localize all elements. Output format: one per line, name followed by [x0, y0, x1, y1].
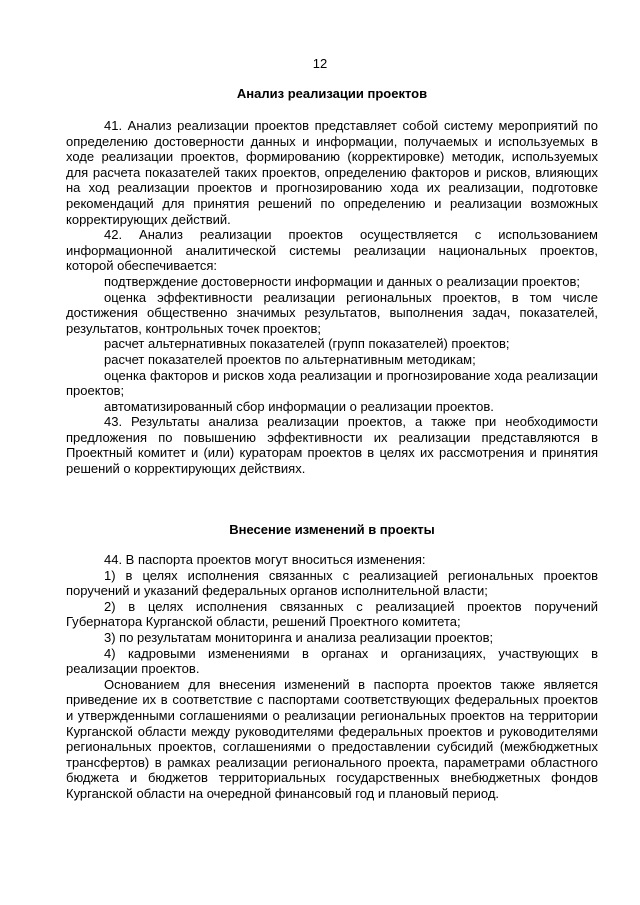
- paragraph-44: 44. В паспорта проектов могут вноситься изменения:: [104, 552, 426, 567]
- section-project-analysis: [66, 86, 598, 477]
- list-item: 1) в целях исполнения связанных с реализацией региональных проектов поручений и указаний федеральных органов исполнительной власти;: [66, 567, 598, 599]
- list-item: автоматизированный сбор информации о реализации проектов.: [104, 398, 494, 414]
- paragraph-43: 43. Результаты анализа реализации проектов, а также при необходимости предложения по повышению эффективности их реализации представляются в Проектный комитет и (или) кураторам проектов в целях их рассмотрения и принятия решений о корректирующих действиях.: [66, 414, 598, 477]
- paragraph-42: 42. Анализ реализации проектов осуществляется с использованием информационной аналитической системы реализации национальных проектов, которой обеспечивается:: [66, 227, 598, 274]
- list-item: 4) кадровыми изменениями в органах и организациях, участвующих в реализации проектов.: [66, 645, 598, 677]
- paragraph-grounds: Основанием для внесения изменений в паспорта проектов также является приведение их в соответствие с паспортами соответствующих федеральных проектов и утвержденными соглашениями о реализации региональных проектов на территории Курганской области между руководителями федеральных проектов и руководителями региональных проектов, соглашениями о предоставлении субсидий (межбюджетных трансфертов) в рамках реализации регионального проекта, параметрами областного бюджета и бюджетов территориальных государственных внебюджетных фондов Курганской области на очередной финансовый год и плановый период.: [66, 676, 598, 801]
- section-heading: Анализ реализации проектов: [236, 86, 428, 101]
- list-item: оценка факторов и рисков хода реализации и прогнозирование хода реализации проектов;: [66, 367, 598, 399]
- section-project-changes: [66, 522, 598, 802]
- list-item: расчет альтернативных показателей (групп показателей) проектов;: [104, 336, 510, 352]
- list-item: оценка эффективности реализации региональных проектов, в том числе достижения общественно значимых результатов, выполнения задач, показателей, результатов, контрольных точек проектов;: [66, 289, 598, 336]
- section-heading: Внесение изменений в проекты: [229, 522, 435, 537]
- list-item: 2) в целях исполнения связанных с реализацией проектов поручений Губернатора Курганской области, решений Проектного комитета;: [66, 598, 598, 630]
- list-item: расчет показателей проектов по альтернативным методикам;: [104, 351, 476, 367]
- list-item: 3) по результатам мониторинга и анализа реализации проектов;: [104, 629, 494, 645]
- paragraph-41: 41. Анализ реализации проектов представляет собой систему мероприятий по определению достоверности данных и информации, получаемых и используемых в ходе реализации проектов, формированию (корректировке) методик, используемых для расчета показателей таких проектов, определению факторов и рисков, влияющих на ход реализации проектов и прогнозированию хода их реализации, подготовке рекомендаций для принятия решений по определению и реализации возможных корректирующих действий.: [66, 118, 598, 227]
- page-number: 12: [312, 56, 328, 71]
- list-item: подтверждение достоверности информации и данных о реализации проектов;: [104, 273, 580, 289]
